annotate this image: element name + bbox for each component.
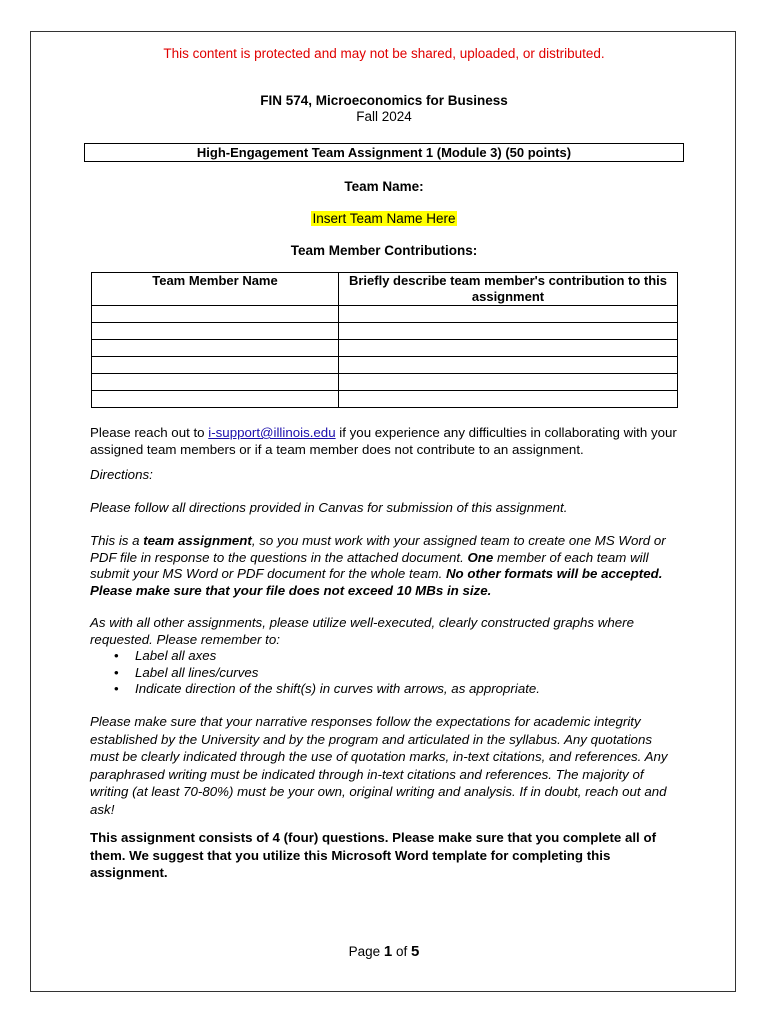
table-row	[92, 391, 678, 408]
team-assignment-paragraph: This is a team assignment, so you must work with your assigned team to create one MS Word or PDF file in response to the questions in the attached document. One member of each team will submit your MS Word or PDF document for the whole team. No other formats will be accepted. Please make sure that your file does not exceed 10 MBs in size.	[90, 533, 666, 598]
table-row	[92, 374, 678, 391]
member-name-cell[interactable]	[92, 357, 339, 374]
member-name-cell[interactable]	[92, 340, 339, 357]
format-requirement: No other formats will be accepted. Please make sure that your file does not exceed 10 MBs in size.	[90, 566, 663, 598]
support-text-before: Please reach out to	[90, 425, 209, 440]
table-header-member-name: Team Member Name	[92, 273, 339, 306]
team-name-label: Team Name:	[344, 179, 424, 194]
member-name-cell[interactable]	[92, 374, 339, 391]
table-header-contribution: Briefly describe team member's contribution to this assignment	[339, 273, 678, 306]
course-title: FIN 574, Microeconomics for Business	[260, 93, 508, 108]
contribution-cell[interactable]	[339, 306, 678, 323]
one-emphasis: One	[467, 549, 494, 565]
list-item: • Label all lines/curves	[90, 665, 678, 682]
protected-notice: This content is protected and may not be shared, uploaded, or distributed.	[163, 46, 605, 61]
contribution-cell[interactable]	[339, 323, 678, 340]
team-name-placeholder[interactable]: Insert Team Name Here	[312, 211, 456, 226]
table-row	[92, 306, 678, 323]
table-row	[92, 340, 678, 357]
closing-paragraph: This assignment consists of 4 (four) questions. Please make sure that you complete all of them. We suggest that you utilize this Microsoft Word template for completing this assignment.	[90, 830, 656, 880]
of-label: of	[396, 944, 408, 959]
graphs-section	[90, 615, 678, 698]
member-name-cell[interactable]	[92, 323, 339, 340]
canvas-instructions: Please follow all directions provided in Canvas for submission of this assignment.	[90, 500, 568, 515]
page-label: Page	[348, 944, 381, 959]
graph-requirements-list	[90, 648, 678, 698]
team-assignment-emphasis: team assignment	[143, 533, 252, 548]
contributions-label: Team Member Contributions:	[290, 243, 478, 258]
team-member-table	[91, 272, 678, 408]
team-name-field[interactable]	[0, 211, 768, 226]
table-row	[92, 323, 678, 340]
contribution-cell[interactable]	[339, 340, 678, 357]
assignment-title: High-Engagement Team Assignment 1 (Module 3) (50 points)	[84, 143, 684, 162]
table-row	[92, 357, 678, 374]
directions-heading: Directions:	[90, 467, 153, 482]
support-email-link[interactable]: i-support@illinois.edu	[208, 425, 336, 440]
member-name-cell[interactable]	[92, 391, 339, 408]
support-paragraph	[90, 425, 678, 458]
page-current: 1	[383, 943, 393, 960]
page-total: 5	[411, 943, 420, 960]
contribution-cell[interactable]	[339, 391, 678, 408]
support-text-after: if you experience any difficulties in collaborating with your assigned team members or if a team member does not contribute to an assignment.	[90, 425, 677, 457]
member-name-cell[interactable]	[92, 306, 339, 323]
academic-integrity-paragraph: Please make sure that your narrative responses follow the expectations for academic integrity established by the University and by the program and articulated in the syllabus. Any quotations must be clearly indicated through the use of quotation marks, in-text citations, and references. Any paraphrased writing must be indicated through in-text citations and references. The majority of writing (at least 70-80%) must be your own, original writing and analysis. If in doubt, reach out and ask!	[90, 714, 668, 817]
list-item: • Label all axes	[90, 648, 678, 665]
contribution-cell[interactable]	[339, 374, 678, 391]
page-footer	[0, 943, 768, 960]
course-term: Fall 2024	[356, 109, 412, 124]
contribution-cell[interactable]	[339, 357, 678, 374]
list-item: • Indicate direction of the shift(s) in curves with arrows, as appropriate.	[90, 681, 678, 698]
graphs-intro: As with all other assignments, please utilize well-executed, clearly constructed graphs where requested. Please remember to:	[90, 615, 634, 647]
